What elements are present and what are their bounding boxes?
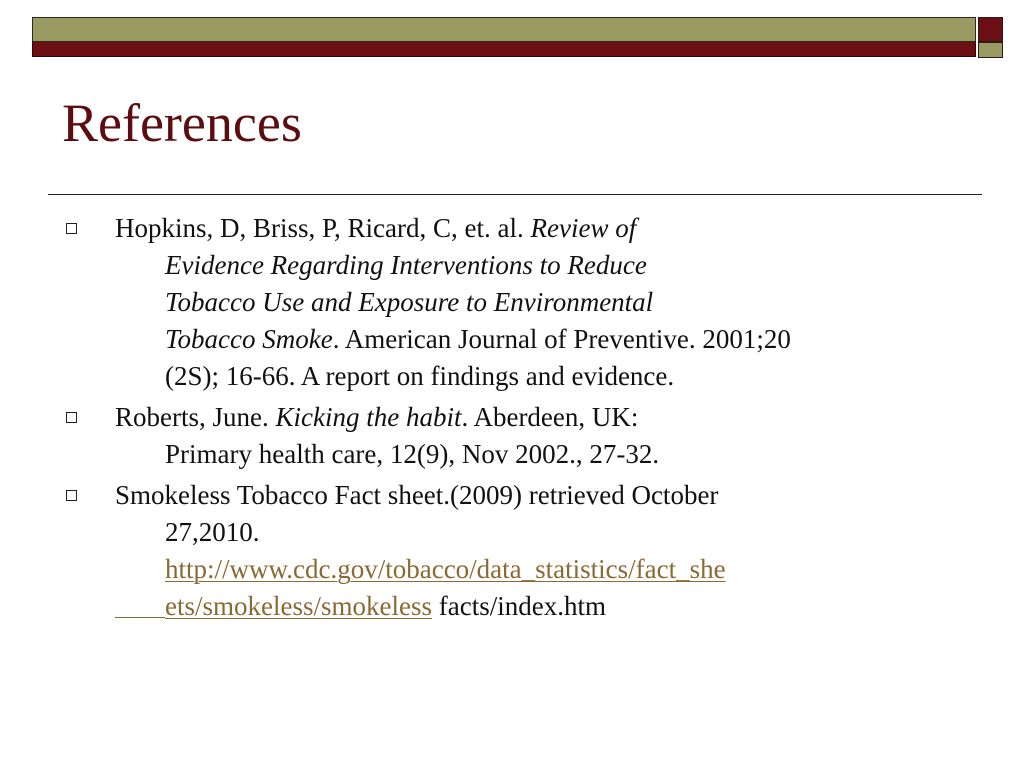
- reference-title: Kicking the habit: [275, 402, 462, 432]
- reference-link[interactable]: http://www.cdc.gov/tobacco/data_statistics/fact_she: [165, 554, 726, 584]
- hollow-square-bullet-icon: [66, 223, 77, 234]
- reference-title: Tobacco Use and Exposure to Environmental: [165, 287, 654, 317]
- reference-line: Smokeless Tobacco Fact sheet.(2009) retrieved October: [115, 480, 719, 510]
- reference-line: Primary health care, 12(9), Nov 2002., 27-32.: [165, 439, 660, 469]
- reference-line: [115, 399, 970, 436]
- header-band-olive: [32, 17, 976, 42]
- reference-title: Evidence Regarding Interventions to Reduce: [165, 250, 647, 280]
- slide-title: References: [62, 93, 302, 153]
- reference-title: Review of: [530, 213, 637, 243]
- reference-source: . Aberdeen, UK:: [461, 402, 639, 432]
- header-band-maroon: [32, 42, 976, 57]
- reference-item: [64, 477, 970, 625]
- reference-line: 27,2010.: [165, 517, 260, 547]
- reference-line: [115, 247, 970, 284]
- reference-line: [115, 210, 970, 247]
- reference-link[interactable]: ets/smokeless/smokeless: [165, 591, 432, 621]
- reference-line: [115, 321, 970, 358]
- title-divider: [48, 194, 982, 195]
- header-corner-maroon: [978, 17, 1003, 42]
- reference-line: [115, 551, 970, 588]
- reference-authors: Hopkins, D, Briss, P, Ricard, C, et. al.: [115, 213, 531, 243]
- reference-authors: Roberts, June.: [115, 402, 276, 432]
- reference-line: [115, 284, 970, 321]
- link-underline-indent: [115, 616, 165, 618]
- reference-item: [64, 399, 970, 473]
- hollow-square-bullet-icon: [66, 490, 77, 501]
- reference-line: (2S); 16-66. A report on findings and evidence.: [165, 361, 675, 391]
- references-list: [64, 210, 970, 629]
- reference-source: . American Journal of Preventive. 2001;20: [332, 324, 791, 354]
- reference-item: [64, 210, 970, 395]
- reference-line: [115, 588, 970, 625]
- reference-title: Tobacco Smoke: [165, 324, 333, 354]
- reference-source: facts/index.htm: [431, 591, 606, 621]
- header-corner-olive: [978, 42, 1003, 58]
- hollow-square-bullet-icon: [66, 412, 77, 423]
